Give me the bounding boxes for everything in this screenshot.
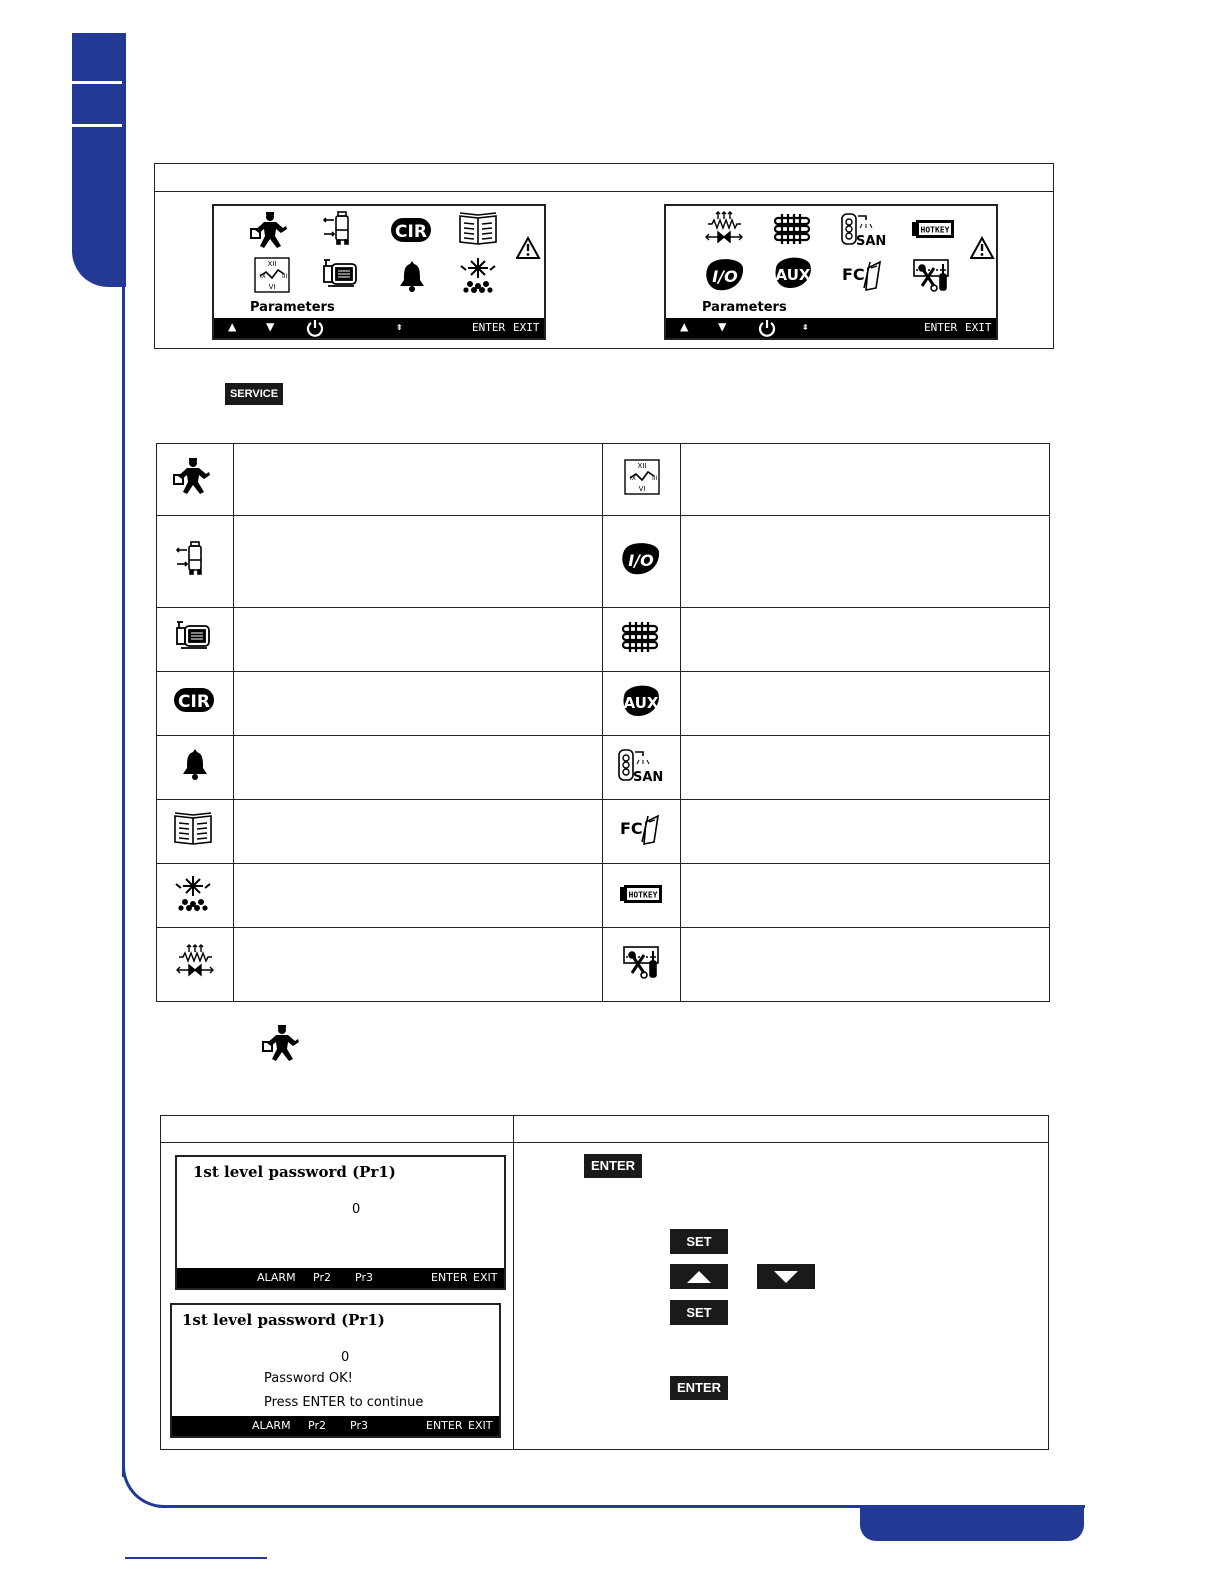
up-key-button[interactable] <box>670 1264 728 1289</box>
table-cell <box>234 444 603 516</box>
service-man-icon <box>262 1025 310 1065</box>
fc-icon <box>620 810 664 850</box>
book-icon <box>173 810 217 850</box>
page-frame-corner <box>122 1440 182 1508</box>
exit-softkey[interactable]: EXIT <box>513 321 540 334</box>
san-icon[interactable] <box>840 210 890 250</box>
table-row <box>157 736 1050 800</box>
aux-icon[interactable] <box>772 254 816 294</box>
clock-icon[interactable] <box>252 256 292 296</box>
press-enter-message: Press ENTER to continue <box>264 1395 424 1410</box>
table-cell <box>680 608 1049 672</box>
exit-softkey[interactable]: EXIT <box>473 1271 498 1284</box>
heater-valve-icon <box>175 943 215 983</box>
table-row <box>157 672 1050 736</box>
tools-icon <box>622 943 662 983</box>
enter-softkey[interactable]: ENTER <box>431 1271 468 1284</box>
clock-icon <box>622 458 662 498</box>
lcd-label: Parameters <box>702 300 787 315</box>
alarm-bell-icon[interactable] <box>392 258 432 298</box>
table-cell <box>680 864 1049 928</box>
up-arrow-icon[interactable]: ▲ <box>680 319 689 335</box>
san-icon <box>617 746 667 786</box>
table-cell <box>157 864 234 928</box>
page-frame-left <box>122 287 125 1477</box>
table-cell <box>603 608 680 672</box>
password-softkey-bar <box>177 1268 504 1288</box>
table-cell <box>680 516 1049 608</box>
password-screen-title: 1st level password (Pr1) <box>182 1311 385 1329</box>
table-cell <box>680 672 1049 736</box>
double-up-icon[interactable]: ⇞ <box>802 320 809 333</box>
table-cell <box>234 928 603 1002</box>
table-cell <box>157 444 234 516</box>
io-icon <box>620 540 664 580</box>
down-arrow-icon <box>757 1264 815 1289</box>
service-man-icon[interactable] <box>250 212 294 252</box>
exit-softkey[interactable]: EXIT <box>965 321 992 334</box>
table-cell <box>680 800 1049 864</box>
lcd-screen-left <box>212 204 546 340</box>
table-cell <box>157 608 234 672</box>
enter-key-button[interactable]: ENTER <box>670 1376 728 1400</box>
pr2-softkey[interactable]: Pr2 <box>313 1271 331 1284</box>
pr2-softkey[interactable]: Pr2 <box>308 1419 326 1432</box>
defrost-icon <box>173 874 217 914</box>
lcd-screen-right <box>664 204 998 340</box>
aux-icon <box>620 682 664 722</box>
compressor-icon[interactable] <box>322 210 362 250</box>
table-row <box>157 444 1050 516</box>
side-tab-divider <box>72 124 122 127</box>
password-screen-1 <box>175 1155 506 1290</box>
pump-icon[interactable] <box>320 256 364 296</box>
password-screen-title: 1st level password (Pr1) <box>193 1163 396 1181</box>
service-button[interactable]: SERVICE <box>225 383 283 405</box>
up-arrow-icon <box>670 1264 728 1289</box>
side-tab-divider <box>72 81 122 84</box>
coil-icon <box>620 618 664 658</box>
cir-icon <box>173 682 217 722</box>
pr3-softkey[interactable]: Pr3 <box>355 1271 373 1284</box>
service-man-icon <box>173 458 217 498</box>
double-down-icon[interactable]: ⇟ <box>396 320 403 333</box>
password-table-divider <box>513 1115 514 1450</box>
down-arrow-icon[interactable]: ▼ <box>718 319 727 335</box>
alarm-softkey[interactable]: ALARM <box>252 1419 291 1432</box>
set-key-button[interactable]: SET <box>670 1300 728 1325</box>
table-cell <box>603 800 680 864</box>
table-cell <box>603 672 680 736</box>
pump-icon <box>173 618 217 658</box>
enter-key-button[interactable]: ENTER <box>584 1154 642 1178</box>
password-softkey-bar <box>172 1416 499 1436</box>
table-cell <box>603 928 680 1002</box>
password-ok-message: Password OK! <box>264 1371 353 1386</box>
footer-line <box>125 1557 267 1559</box>
table-cell <box>234 516 603 608</box>
table-row <box>157 864 1050 928</box>
fc-icon[interactable] <box>842 256 886 296</box>
heater-valve-icon[interactable] <box>704 210 744 250</box>
lcd-label: Parameters <box>250 300 335 315</box>
table-cell <box>157 516 234 608</box>
io-icon[interactable] <box>704 256 748 296</box>
table-row <box>157 516 1050 608</box>
table-cell <box>680 444 1049 516</box>
side-tab <box>72 33 126 287</box>
lcd-softkey-bar <box>666 318 996 338</box>
table-cell <box>603 444 680 516</box>
alarm-bell-icon <box>175 746 215 786</box>
power-icon[interactable] <box>306 319 324 337</box>
pr3-softkey[interactable]: Pr3 <box>350 1419 368 1432</box>
hotkey-icon[interactable] <box>910 212 958 246</box>
table-cell <box>234 864 603 928</box>
coil-icon[interactable] <box>772 210 816 250</box>
defrost-icon[interactable] <box>458 256 502 296</box>
icon-legend-table <box>156 443 1050 1002</box>
table-cell <box>603 736 680 800</box>
table-cell <box>680 736 1049 800</box>
book-icon[interactable] <box>458 210 502 250</box>
table-row <box>157 608 1050 672</box>
power-icon[interactable] <box>758 319 776 337</box>
alarm-softkey[interactable]: ALARM <box>257 1271 296 1284</box>
warning-icon <box>970 236 996 262</box>
up-arrow-icon[interactable]: ▲ <box>228 319 237 335</box>
table-cell <box>603 864 680 928</box>
menu-screens-header-line <box>154 191 1054 192</box>
cir-icon[interactable] <box>390 212 434 252</box>
set-key-button[interactable]: SET <box>670 1229 728 1254</box>
table-cell <box>234 800 603 864</box>
table-cell <box>234 672 603 736</box>
password-table-header-line <box>160 1142 1049 1143</box>
exit-softkey[interactable]: EXIT <box>468 1419 493 1432</box>
enter-softkey[interactable]: ENTER <box>472 321 506 334</box>
table-row <box>157 800 1050 864</box>
password-screen-2 <box>170 1303 501 1438</box>
password-value[interactable]: 0 <box>341 1350 350 1365</box>
warning-icon <box>516 236 542 262</box>
tools-icon[interactable] <box>912 256 952 296</box>
down-arrow-icon[interactable]: ▼ <box>266 319 275 335</box>
table-cell <box>603 516 680 608</box>
enter-softkey[interactable]: ENTER <box>426 1419 463 1432</box>
page-number-tab <box>860 1505 1084 1541</box>
table-cell <box>157 736 234 800</box>
password-value[interactable]: 0 <box>352 1202 361 1217</box>
table-cell <box>157 800 234 864</box>
table-cell <box>157 672 234 736</box>
hotkey-icon <box>618 877 666 911</box>
table-cell <box>234 736 603 800</box>
table-row <box>157 928 1050 1002</box>
down-key-button[interactable] <box>757 1264 815 1289</box>
table-cell <box>234 608 603 672</box>
table-cell <box>680 928 1049 1002</box>
compressor-icon <box>175 540 215 580</box>
lcd-softkey-bar <box>214 318 544 338</box>
table-cell <box>157 928 234 1002</box>
enter-softkey[interactable]: ENTER <box>924 321 958 334</box>
